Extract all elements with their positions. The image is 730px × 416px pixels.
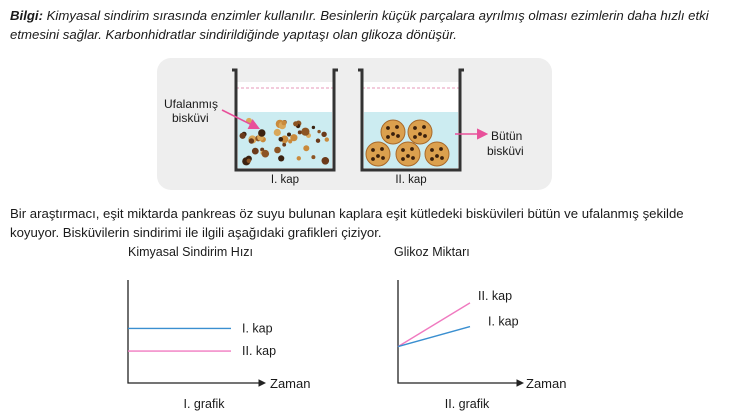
whole-label-line2: bisküvi: [487, 144, 524, 158]
info-label: Bilgi:: [10, 8, 43, 23]
series-label: II. kap: [242, 344, 277, 359]
biscuit-crumb: [298, 130, 302, 134]
crumbled-label-line2: bisküvi: [172, 111, 209, 125]
biscuit: [381, 120, 405, 144]
biscuit-crumb: [278, 155, 284, 161]
chart-axes: [398, 280, 521, 383]
biscuit-crumb: [312, 126, 315, 129]
container-2: [358, 70, 464, 170]
y-axis-label: Glikoz Miktarı: [394, 245, 470, 259]
biscuit: [366, 142, 390, 166]
biscuit-crumb: [282, 143, 286, 147]
biscuit-crumb: [279, 137, 284, 142]
biscuit-crumb: [290, 134, 297, 141]
biscuit-crumb: [321, 132, 326, 137]
illustration-panel: [157, 58, 552, 190]
container-2-label: II. kap: [395, 174, 427, 186]
biscuit-crumb: [316, 139, 320, 143]
biscuit: [425, 142, 449, 166]
biscuit-crumb: [274, 147, 281, 154]
experiment-illustration: [0, 0, 730, 200]
y-axis-label: Kimyasal Sindirim Hızı: [128, 245, 254, 259]
biscuit-crumb: [297, 156, 301, 160]
x-axis-label: Zaman: [526, 376, 567, 391]
biscuit-crumb: [317, 130, 320, 133]
series-label: I. kap: [242, 321, 273, 336]
chart-axes: [128, 280, 263, 383]
graph-2: [394, 245, 566, 411]
series-label: II. kap: [478, 288, 513, 303]
series-line: [398, 327, 470, 347]
biscuit-crumb: [287, 133, 291, 137]
x-axis-label: Zaman: [270, 376, 311, 391]
graph-1: [128, 245, 310, 411]
chart-caption: I. grafik: [183, 397, 225, 411]
biscuit: [408, 120, 432, 144]
biscuit-crumb: [240, 133, 246, 139]
biscuit-crumb: [311, 155, 315, 159]
container-1-label: I. kap: [270, 174, 300, 186]
container-1: [232, 70, 338, 170]
biscuit-crumb: [262, 150, 270, 158]
biscuit-crumb: [252, 148, 259, 155]
whole-label-line1: Bütün: [491, 129, 523, 143]
biscuit-crumb: [303, 145, 309, 151]
biscuit-crumb: [258, 129, 265, 136]
crumbled-label-line1: Ufalanmış: [164, 97, 219, 111]
experiment-description: Bir araştırmacı, eşit miktarda pankreas öz suyu bulunan kaplara eşit kütledeki bisküvileri bütün ve ufalanmış şekilde koyuyor. Bisküvilerin sindirimi ile ilgili aşağıdaki grafikleri çiziyor.: [10, 206, 684, 240]
biscuit-crumb: [293, 121, 298, 126]
info-body: Kimyasal sindirim sırasında enzimler kullanılır. Besinlerin küçük parçalara ayrılmış olması ezimlerin daha hızlı etki etmesini sağlar. Karbonhidratlar sindirildiğinde yapıtaşı olan glikoza dönüşür.: [10, 8, 709, 42]
biscuit-crumb: [274, 129, 281, 136]
series-label: I. kap: [488, 314, 519, 329]
biscuit-crumb: [249, 138, 254, 143]
biscuit-crumb: [325, 137, 329, 141]
biscuit-crumb: [322, 157, 330, 165]
biscuit: [396, 142, 420, 166]
biscuit-crumb: [247, 159, 251, 163]
series-line: [398, 303, 470, 347]
biscuit-crumb: [301, 128, 309, 136]
biscuit-crumb: [282, 120, 287, 125]
chart-caption: II. grafik: [444, 397, 490, 411]
